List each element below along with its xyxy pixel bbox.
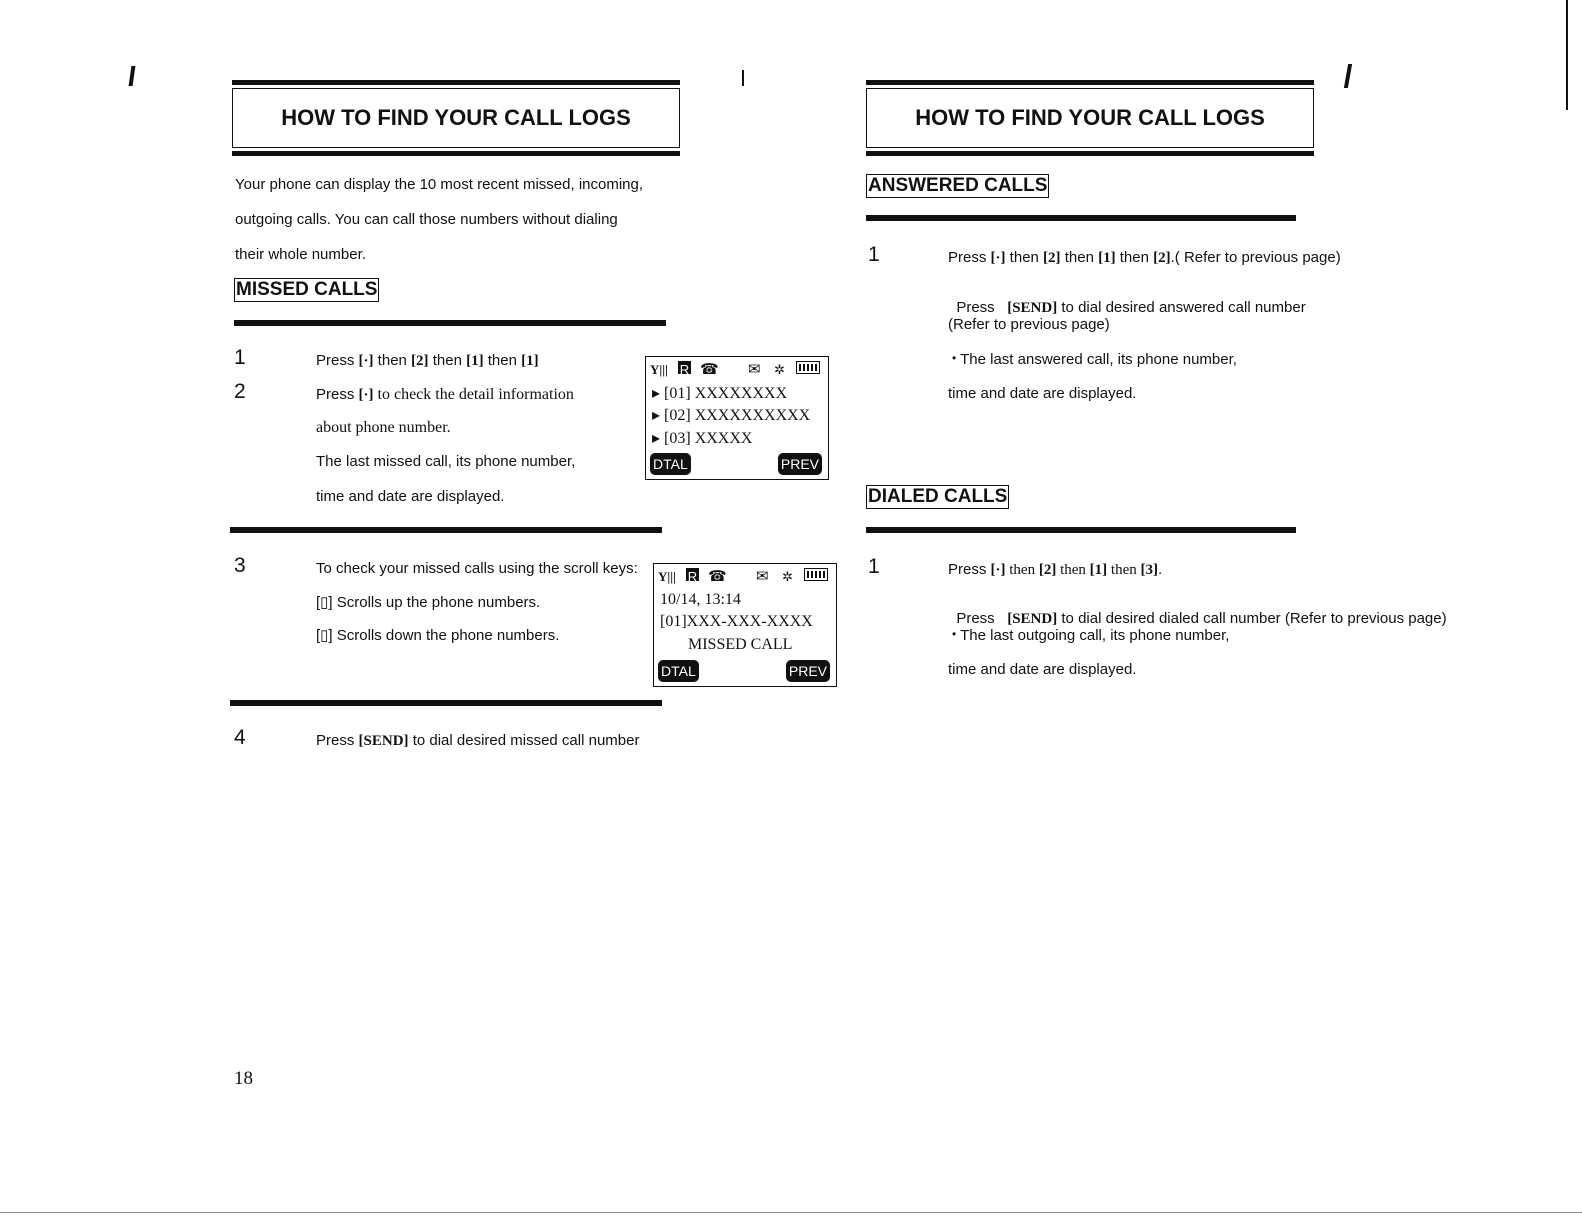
step-1-text xyxy=(316,352,539,370)
missed-calls-label: MISSED CALLS xyxy=(236,279,378,300)
text: Press xyxy=(948,249,991,266)
text: then xyxy=(428,352,467,369)
bottom-edge xyxy=(0,1212,1582,1213)
bullet-icon: • xyxy=(952,627,957,641)
text: .( Refer to previous page) xyxy=(1170,249,1341,266)
text: to check the detail information xyxy=(373,386,574,403)
key: [2] xyxy=(1153,250,1171,266)
answered-step-line-5: time and date are displayed. xyxy=(948,385,1137,402)
text: . xyxy=(1158,561,1163,578)
step-3-number: 3 xyxy=(234,554,246,577)
text: then xyxy=(1005,562,1039,578)
answered-step-line-4 xyxy=(952,351,1237,368)
scan-mark xyxy=(742,70,744,86)
section-rule xyxy=(230,700,662,706)
section-rule xyxy=(866,527,1296,533)
step-2-line-3: The last missed call, its phone number, xyxy=(316,453,576,470)
key: [1] xyxy=(466,353,484,369)
scroll-up-key: [▯] xyxy=(316,594,333,611)
softkey-prev: PREV xyxy=(778,453,822,475)
envelope-icon: ✉ xyxy=(756,569,769,585)
call-type: MISSED CALL xyxy=(688,636,793,653)
call-entry: [03] XXXXX xyxy=(664,430,753,447)
call-entry: [02] XXXXXXXXXX xyxy=(664,407,811,424)
step-2-line-4: time and date are displayed. xyxy=(316,488,505,505)
step-2-text xyxy=(316,386,574,404)
dialed-step-line-1 xyxy=(948,561,1162,579)
key: [·] xyxy=(990,250,1006,266)
text: Press xyxy=(316,732,359,749)
call-number: [01]XXX-XXX-XXXX xyxy=(660,613,813,630)
scan-mark xyxy=(129,66,136,86)
text: then xyxy=(1056,562,1090,578)
call-list-item: ▸ [03] XXXXX xyxy=(652,430,753,447)
softkey-prev: PREV xyxy=(786,660,830,682)
answered-step-number: 1 xyxy=(868,243,880,266)
text: then xyxy=(373,352,412,369)
phone-icon: ☎ xyxy=(708,569,727,585)
key: [·] xyxy=(358,387,374,403)
call-list-item: ▸ [01] XXXXXXXX xyxy=(652,385,788,402)
phone-icon: ☎ xyxy=(700,362,719,378)
softkey-detail: DTAL xyxy=(650,453,691,475)
text: Scrolls down the phone numbers. xyxy=(332,627,560,644)
text: Press xyxy=(956,610,1008,627)
text: then xyxy=(1115,249,1154,266)
step-1-number: 1 xyxy=(234,346,246,369)
alarm-icon: ✲ xyxy=(774,362,785,377)
text: Press xyxy=(316,352,359,369)
step-3-line-1: To check your missed calls using the scroll keys: xyxy=(316,560,638,577)
dialed-calls-label: DIALED CALLS xyxy=(868,486,1008,507)
text: The last answered call, its phone number, xyxy=(960,351,1237,368)
phone-screen-call-detail xyxy=(653,563,837,687)
key: [SEND] xyxy=(1007,300,1058,316)
key: [1] xyxy=(521,353,539,369)
dialed-step-line-3 xyxy=(952,627,1229,644)
key: [2] xyxy=(1043,250,1061,266)
text: then xyxy=(1107,562,1141,578)
status-bar xyxy=(658,568,832,586)
text: Press xyxy=(948,561,991,578)
intro-line-1: Your phone can display the 10 most recent missed, incoming, xyxy=(235,176,644,193)
step-2-number: 2 xyxy=(234,380,246,403)
step-3-line-3 xyxy=(316,626,559,644)
alarm-icon: ✲ xyxy=(782,569,793,584)
key: [·] xyxy=(358,353,374,369)
step-3-line-2 xyxy=(316,593,540,611)
scan-mark xyxy=(1344,64,1352,88)
scan-mark xyxy=(1566,0,1568,110)
call-date-time: 10/14, 13:14 xyxy=(660,591,741,608)
left-title-box xyxy=(232,80,680,156)
text: then xyxy=(483,352,522,369)
key: [SEND] xyxy=(358,733,409,749)
status-bar xyxy=(650,361,824,379)
dialed-step-number: 1 xyxy=(868,555,880,578)
key: [2] xyxy=(1038,562,1057,578)
envelope-icon: ✉ xyxy=(748,362,761,378)
call-list-item: ▸ [02] XXXXXXXXXX xyxy=(652,407,811,424)
roaming-badge: R xyxy=(679,362,690,377)
scroll-down-key: [▯] xyxy=(316,627,333,644)
intro-line-3: their whole number. xyxy=(235,246,366,263)
dialed-step-line-2 xyxy=(948,593,1447,628)
key: [·] xyxy=(990,562,1006,578)
section-rule xyxy=(230,527,662,533)
right-title-box xyxy=(866,80,1314,156)
answered-step-line-3: (Refer to previous page) xyxy=(948,316,1110,333)
step-2-line-2: about phone number. xyxy=(316,419,451,436)
right-page-title: HOW TO FIND YOUR CALL LOGS xyxy=(866,88,1314,148)
text: Press xyxy=(316,386,359,403)
text: Press xyxy=(956,299,1008,316)
roaming-badge: R xyxy=(687,569,698,584)
call-entry: [01] XXXXXXXX xyxy=(664,385,788,402)
signal-icon: Y||| xyxy=(658,569,676,584)
step-4-number: 4 xyxy=(234,726,246,749)
text: to dial desired dialed call number (Refer to previous page) xyxy=(1057,610,1447,627)
step-4-text xyxy=(316,732,639,750)
answered-step-line-1 xyxy=(948,249,1341,267)
key: [SEND] xyxy=(1007,611,1058,627)
signal-icon: Y||| xyxy=(650,362,668,377)
page-number: 18 xyxy=(234,1068,253,1089)
text: to dial desired missed call number xyxy=(408,732,640,749)
section-rule xyxy=(234,320,666,326)
text: The last outgoing call, its phone number, xyxy=(960,627,1230,644)
softkey-detail: DTAL xyxy=(658,660,699,682)
answered-step-line-2 xyxy=(948,282,1306,317)
text: then xyxy=(1060,249,1099,266)
text: Scrolls up the phone numbers. xyxy=(332,594,541,611)
intro-line-2: outgoing calls. You can call those numbers without dialing xyxy=(235,211,618,228)
text: to dial desired answered call number xyxy=(1057,299,1306,316)
dialed-step-line-4: time and date are displayed. xyxy=(948,661,1137,678)
answered-calls-label: ANSWERED CALLS xyxy=(868,175,1048,196)
phone-screen-call-list xyxy=(645,356,829,480)
text: then xyxy=(1005,249,1044,266)
bullet-icon: • xyxy=(952,351,957,365)
left-page-title: HOW TO FIND YOUR CALL LOGS xyxy=(232,88,680,148)
section-rule xyxy=(866,215,1296,221)
key: [1] xyxy=(1098,250,1116,266)
key: [3] xyxy=(1140,562,1158,578)
key: [1] xyxy=(1089,562,1108,578)
key: [2] xyxy=(411,353,429,369)
